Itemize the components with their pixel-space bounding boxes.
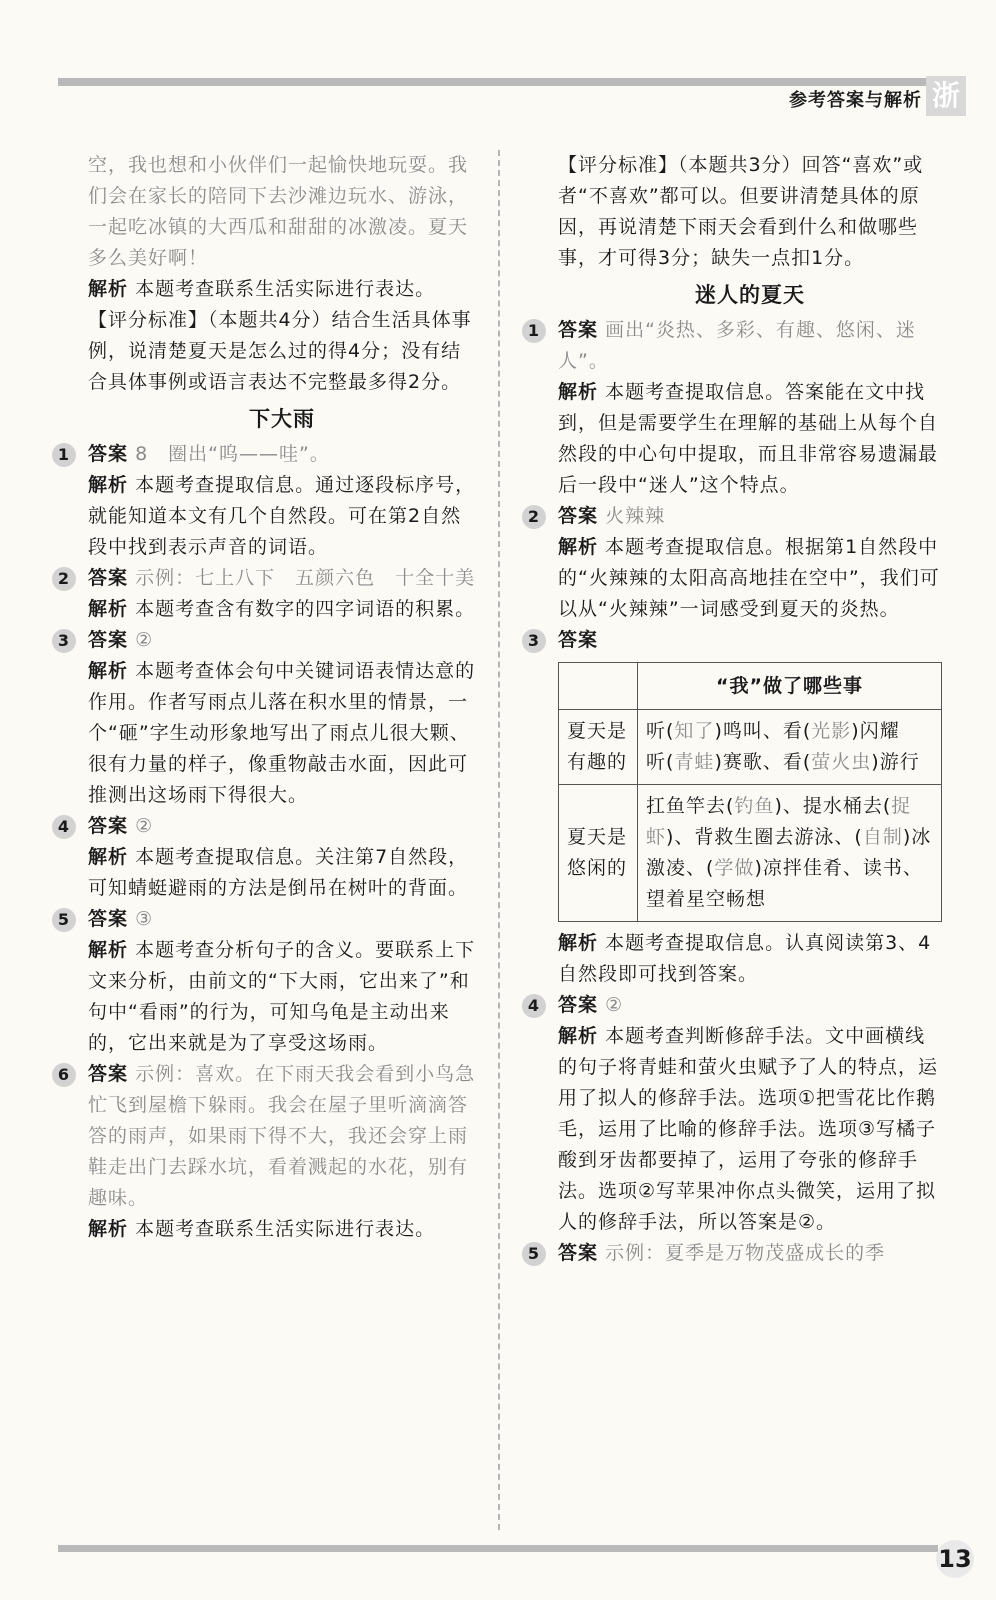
question-number: 2: [52, 567, 76, 591]
text: 听(: [646, 751, 675, 773]
explanation-label: 解析: [88, 598, 129, 620]
answer-label: 答案: [88, 815, 129, 837]
answer-label: 答案: [558, 319, 599, 341]
question-number: 5: [522, 1242, 546, 1266]
row-content: [638, 710, 942, 785]
question-2: [57, 563, 476, 625]
answer-text: 示例：喜欢。在下雨天我会看到小鸟急忙飞到屋檐下躲雨。我会在屋子里听滴滴答答的雨声，如果雨下得不大，我还会穿上雨鞋走出门去踩水坑，看着溅起的水花，别有趣味。: [88, 1063, 476, 1209]
answer-label: 答案: [558, 994, 599, 1016]
column-divider: [498, 150, 500, 1530]
explanation-label: 解析: [558, 1025, 599, 1047]
answer-label: 答案: [558, 505, 599, 527]
fill-answer: 青蛙: [674, 751, 715, 773]
fill-answer: 钓鱼: [734, 795, 775, 817]
question-1: [57, 439, 476, 563]
question-number: 4: [522, 994, 546, 1018]
table-row: [559, 710, 942, 785]
question-number: 1: [522, 319, 546, 343]
question-number: 5: [52, 908, 76, 932]
explanation-text: 本题考查提取信息。认真阅读第3、4自然段即可找到答案。: [558, 932, 932, 985]
fill-answer: 捉虾: [646, 795, 912, 848]
table-header: “我”做了哪些事: [638, 663, 942, 710]
continued-explanation: [88, 274, 476, 305]
section-title: 下大雨: [249, 407, 315, 431]
explanation-text: 本题考查提取信息。通过逐段标序号，就能知道本文有几个自然段。可在第2自然段中找到表示声音的词语。: [88, 474, 476, 558]
explanation-label: 解析: [558, 932, 599, 954]
answer-label: 答案: [88, 629, 129, 651]
question-number: 6: [52, 1063, 76, 1087]
answer-text: ②: [135, 815, 154, 837]
explanation-label: 解析: [558, 381, 599, 403]
question-4: [57, 811, 476, 904]
question-4: [527, 990, 942, 1238]
question-5: [527, 1238, 942, 1269]
province-badge: 浙: [926, 76, 966, 116]
answer-text: 画出“炎热、多彩、有趣、悠闲、迷人”。: [558, 319, 916, 372]
text: 扛鱼竿去(: [646, 795, 735, 817]
text: )冰激凌、(: [646, 826, 932, 879]
explanation-text: 本题考查提取信息。关注第7自然段，可知蜻蜓避雨的方法是倒吊在树叶的背面。: [88, 846, 469, 899]
page-number: 13: [936, 1540, 974, 1578]
question-2: [527, 501, 942, 625]
question-number: 4: [52, 815, 76, 839]
explanation-text: 本题考查提取信息。根据第1自然段中的“火辣辣的太阳高高地挂在空中”，我们可以从“火辣辣”一词感受到夏天的炎热。: [558, 536, 940, 620]
text: )、背救生圈去游泳、(: [666, 826, 863, 848]
text: )鸣叫、看(: [714, 720, 812, 742]
fill-answer: 萤火虫: [811, 751, 872, 773]
left-column: [57, 150, 476, 1245]
question-number: 1: [52, 443, 76, 467]
fill-answer: 光影: [811, 720, 852, 742]
table-row: [559, 785, 942, 922]
footer-rule: [58, 1545, 938, 1552]
answer-text: ②: [135, 629, 154, 651]
explanation-text: 本题考查提取信息。答案能在文中找到，但是需要学生在理解的基础上从每个自然段的中心句中提取，而且非常容易遗漏最后一段中“迷人”这个特点。: [558, 381, 939, 496]
question-5: [57, 904, 476, 1059]
text: )、提水桶去(: [774, 795, 892, 817]
continued-answer: 空，我也想和小伙伴们一起愉快地玩耍。我们会在家长的陪同下去沙滩边玩水、游泳，一起吃冰镇的大西瓜和甜甜的冰激凌。夏天多么美好啊！: [88, 154, 469, 269]
question-1: [527, 315, 942, 501]
answer-label: 答案: [558, 629, 599, 651]
explanation-label: 解析: [88, 846, 129, 868]
explanation-label: 解析: [88, 1218, 129, 1240]
answer-table: [558, 662, 942, 922]
answer-text: 8 圈出“呜——哇”。: [135, 443, 330, 465]
question-number: 3: [522, 629, 546, 653]
text: )凉拌佳肴、读书、望着星空畅想: [646, 857, 923, 910]
explanation-label: 解析: [88, 660, 129, 682]
table-corner-cell: [559, 663, 638, 710]
explanation-label: 解析: [88, 939, 129, 961]
text: )闪耀: [851, 720, 900, 742]
question-number: 2: [522, 505, 546, 529]
explanation-text: 本题考查含有数字的四字词语的积累。: [135, 598, 476, 620]
right-column: [527, 150, 942, 1269]
row-label: 夏天是有趣的: [559, 710, 638, 785]
explanation-label: 解析: [88, 474, 129, 496]
question-number: 3: [52, 629, 76, 653]
explanation-text: 本题考查联系生活实际进行表达。: [135, 278, 436, 300]
fill-answer: 自制: [862, 826, 903, 848]
question-6: [57, 1059, 476, 1245]
answer-text: 示例：夏季是万物茂盛成长的季: [605, 1242, 886, 1264]
row-label: 夏天是悠闲的: [559, 785, 638, 922]
text: )赛歌、看(: [714, 751, 812, 773]
answer-text: 火辣辣: [605, 505, 666, 527]
question-3: [57, 625, 476, 811]
header-rule: [58, 78, 958, 86]
answer-label: 答案: [558, 1242, 599, 1264]
answer-label: 答案: [88, 908, 129, 930]
explanation-text: 本题考查体会句中关键词语表情达意的作用。作者写雨点儿落在积水里的情景，一个“砸”字生动形象地写出了雨点儿很大颗、很有力量的样子，像重物敲击水面，因此可推测出这场雨下得很大。: [88, 660, 476, 806]
answer-text: ②: [605, 994, 624, 1016]
explanation-text: 本题考查联系生活实际进行表达。: [135, 1218, 436, 1240]
explanation-label: 解析: [558, 536, 599, 558]
answer-label: 答案: [88, 567, 129, 589]
section-title: 迷人的夏天: [695, 283, 805, 307]
answer-text: 示例：七上八下 五颜六色 十全十美: [135, 567, 476, 589]
scoring-criteria: 【评分标准】（本题共4分）结合生活具体事例，说清楚夏天是怎么过的得4分；没有结合具体事例或语言表达不完整最多得2分。: [88, 309, 472, 393]
header-title: 参考答案与解析: [789, 90, 922, 111]
fill-answer: 学做: [714, 857, 755, 879]
text: )游行: [871, 751, 920, 773]
answer-label: 答案: [88, 1063, 129, 1085]
scoring-criteria: 【评分标准】（本题共3分）回答“喜欢”或者“不喜欢”都可以。但要讲清楚具体的原因，再说清楚下雨天会看到什么和做哪些事，才可得3分；缺失一点扣1分。: [558, 154, 924, 269]
fill-answer: 知了: [674, 720, 715, 742]
text: 听(: [646, 720, 675, 742]
row-content: [638, 785, 942, 922]
question-3: [527, 625, 942, 990]
explanation-label: 解析: [88, 278, 129, 300]
answer-label: 答案: [88, 443, 129, 465]
explanation-text: 本题考查分析句子的含义。要联系上下文来分析，由前文的“下大雨，它出来了”和句中“看雨”的行为，可知乌龟是主动出来的，它出来就是为了享受这场雨。: [88, 939, 476, 1054]
explanation-text: 本题考查判断修辞手法。文中画横线的句子将青蛙和萤火虫赋予了人的特点，运用了拟人的修辞手法。选项①把雪花比作鹅毛，运用了比喻的修辞手法。选项③写橘子酸到牙齿都要掉了，运用了夸张的修辞手法。选项②写苹果冲你点头微笑，运用了拟人的修辞手法，所以答案是②。: [558, 1025, 939, 1233]
answer-text: ③: [135, 908, 154, 930]
